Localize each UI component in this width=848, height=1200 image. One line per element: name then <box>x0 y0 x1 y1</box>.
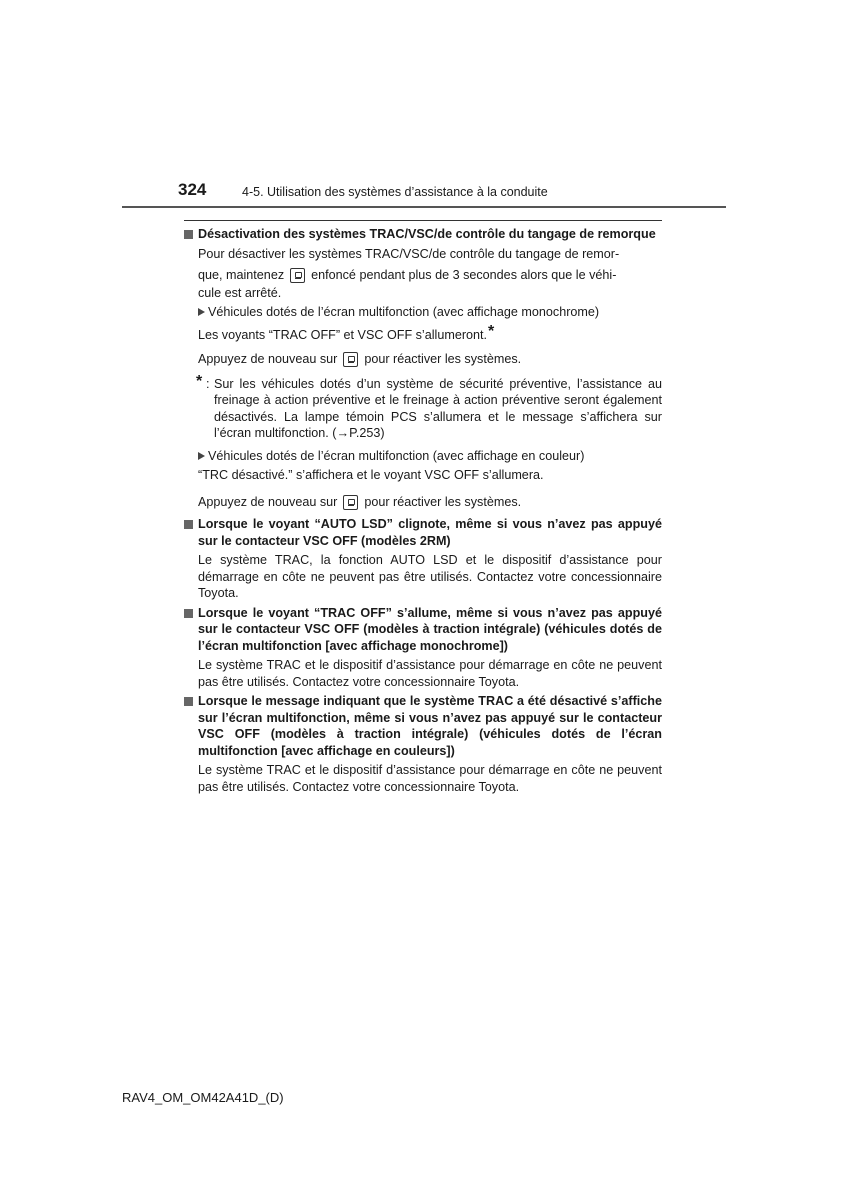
square-bullet-icon <box>184 520 193 529</box>
heading-text: Désactivation des systèmes TRAC/VSC/de contrôle du tangage de remorque <box>198 227 656 241</box>
footnote-marker: * <box>196 372 203 390</box>
paragraph: Pour désactiver les systèmes TRAC/VSC/de contrôle du tangage de remor- que, maintenez enfoncé pendant plus de 3 secondes alors que le véhi- cule est arrêté. <box>198 246 620 300</box>
subsection-color: Véhicules dotés de l’écran multifonction (avec affichage en couleur) <box>184 448 662 465</box>
content-divider <box>184 220 662 221</box>
page-number: 324 <box>178 180 207 199</box>
triangle-bullet-icon <box>198 452 205 460</box>
paragraph: “TRC désactivé.” s’affichera et le voyant VSC OFF s’allumera. <box>198 468 544 482</box>
heading-text: Lorsque le voyant “TRAC OFF” s’allume, même si vous n’avez pas appuyé sur le contacteur VSC OFF (modèles à traction intégrale) (véhicules dotés de l’écran multifonction [avec affichage monochrome]) <box>198 605 662 653</box>
subsection-monochrome: Véhicules dotés de l’écran multifonction (avec affichage monochrome) <box>184 304 662 321</box>
main-content <box>184 226 662 795</box>
section-title: 4-5. Utilisation des systèmes d’assistance à la conduite <box>242 185 548 199</box>
header-divider <box>122 206 726 208</box>
triangle-bullet-icon <box>198 308 205 316</box>
section-heading-trac-message <box>184 693 662 759</box>
heading-text: Lorsque le message indiquant que le système TRAC a été désactivé s’affiche sur l’écran multifonction, même si vous n’avez pas appuyé sur le contacteur VSC OFF (modèles à traction intégrale) (véhicules dotés de l’écran multifonction [avec affichage en couleurs]) <box>198 694 662 758</box>
section-heading-trac-off <box>184 605 662 655</box>
paragraph: Appuyez de nouveau sur pour réactiver les systèmes. <box>198 494 522 509</box>
section-heading-auto-lsd <box>184 516 662 549</box>
paragraph: Appuyez de nouveau sur pour réactiver les systèmes. <box>198 352 522 366</box>
footnote-text: Sur les véhicules dotés d’un système de sécurité préventive, l’assistance au freinage à action préventive et le freinage à action préventive seront également désactivés. La lampe témoin PCS s’allumera et le message s’affichera sur l’écran multifonction. (→P.253) <box>214 376 662 440</box>
document-id: RAV4_OM_OM42A41D_(D) <box>122 1090 284 1105</box>
paragraph: Le système TRAC, la fonction AUTO LSD et le dispositif d’assistance pour démarrage en côte ne peuvent pas être utilisés. Contactez votre concessionnaire Toyota. <box>198 553 662 600</box>
paragraph: Le système TRAC et le dispositif d’assistance pour démarrage en côte ne peuvent pas être utilisés. Contactez votre concessionnaire Toyota. <box>198 658 662 689</box>
square-bullet-icon <box>184 609 193 618</box>
section-heading-deactivation <box>184 226 662 243</box>
footnote: * : Sur les véhicules dotés d’un système de sécurité préventive, l’assistance au freinage à action préventive et le freinage à action préventive seront également désactivés. La lampe témoin PCS s’allumera et le message s’affichera sur l’écran multifonction. (→P.253) <box>196 372 662 440</box>
vsc-off-switch-icon <box>343 495 358 510</box>
vsc-off-switch-icon <box>343 352 358 367</box>
square-bullet-icon <box>184 230 193 239</box>
vsc-off-switch-icon <box>290 268 305 283</box>
paragraph: Le système TRAC et le dispositif d’assistance pour démarrage en côte ne peuvent pas être utilisés. Contactez votre concessionnaire Toyota. <box>198 763 662 794</box>
paragraph: Les voyants “TRAC OFF” et VSC OFF s’allumeront.* <box>198 322 495 342</box>
square-bullet-icon <box>184 697 193 706</box>
heading-text: Lorsque le voyant “AUTO LSD” clignote, même si vous n’avez pas appuyé sur le contacteur VSC OFF (modèles 2RM) <box>198 517 662 548</box>
footnote-marker: * <box>488 322 495 340</box>
